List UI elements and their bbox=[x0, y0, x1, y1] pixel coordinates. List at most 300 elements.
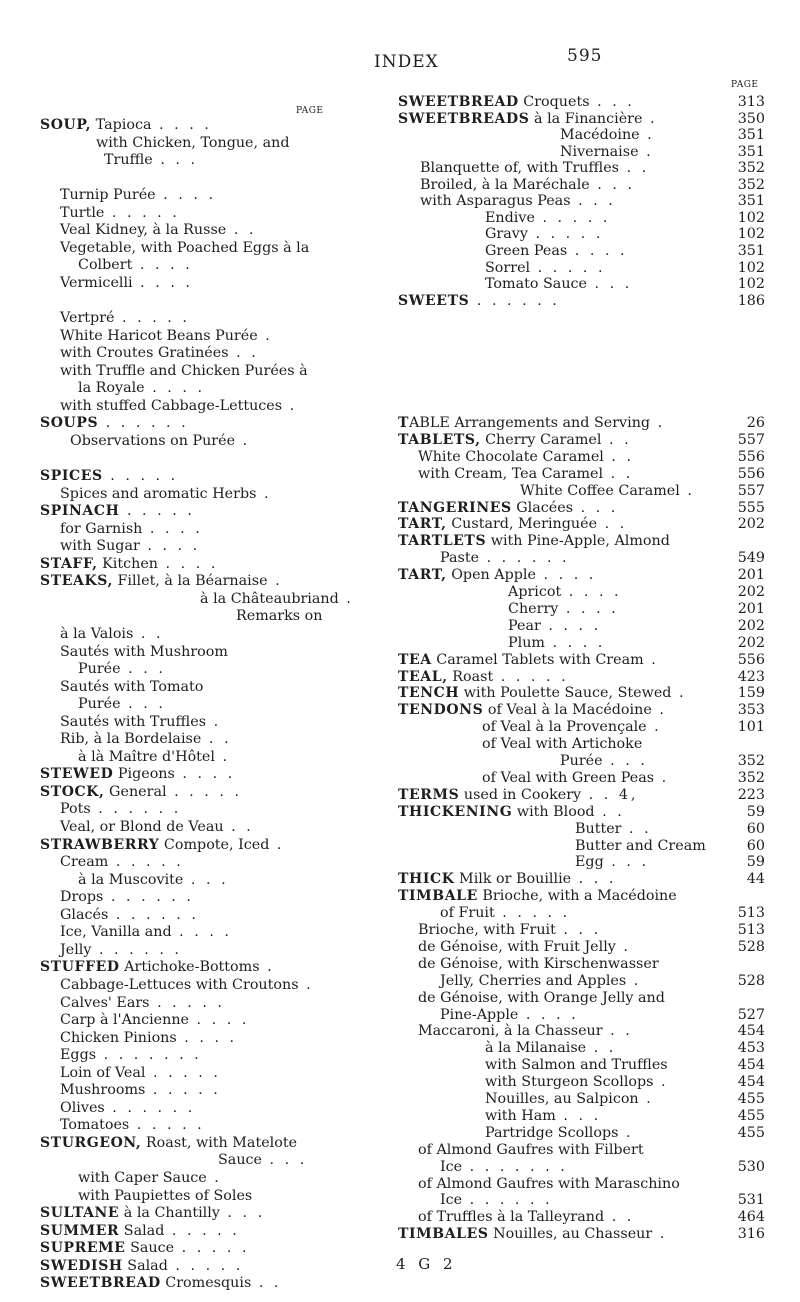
leader-dots: . bbox=[654, 769, 670, 786]
index-entry-label: with Paupiettes of Soles bbox=[78, 1187, 253, 1204]
index-entry-label: with Caper Sauce bbox=[78, 1170, 207, 1186]
index-entry-label: Artichoke-Bottoms bbox=[119, 959, 260, 976]
index-entry-label: with stuffed Cabbage-Lettuces bbox=[60, 397, 283, 414]
index-entry-text bbox=[398, 293, 560, 309]
leader-dots: . . bbox=[133, 625, 164, 642]
leader-dots: . . . . . . bbox=[479, 550, 570, 567]
index-entry-label: Tomatoes bbox=[60, 1117, 130, 1134]
index-entry-label: la Royale bbox=[78, 380, 145, 397]
index-entry-label: Butter bbox=[575, 820, 622, 837]
index-headword: TANGERINES bbox=[398, 499, 512, 516]
index-entry-text bbox=[485, 1057, 668, 1073]
index-page-ref: 454 bbox=[737, 1023, 765, 1040]
index-page-ref: 202 bbox=[737, 584, 765, 600]
leader-dots: . . . bbox=[183, 871, 229, 888]
leader-dots: . . . bbox=[571, 871, 617, 888]
index-page-ref: 555 bbox=[737, 499, 765, 516]
index-entry-label: Gravy bbox=[485, 226, 528, 243]
index-entry-text bbox=[575, 854, 649, 870]
index-entry-label: Turtle bbox=[60, 204, 105, 221]
index-page-ref: 464 bbox=[737, 1209, 765, 1226]
index-headword: TARTLETS bbox=[398, 533, 487, 550]
index-entry-label: Partridge Scollops bbox=[485, 1124, 619, 1141]
index-entry-label: à là Maître d'Hôtel bbox=[78, 748, 215, 765]
index-entry-text bbox=[485, 276, 632, 292]
index-headword: TIMBALE bbox=[398, 888, 478, 905]
leader-dots: . . bbox=[621, 820, 652, 837]
leader-dots: . bbox=[338, 590, 354, 607]
leader-dots: . . . . . . bbox=[104, 1099, 196, 1116]
index-headword: STEAKS, bbox=[40, 573, 113, 590]
index-entry-label: Tomato Sauce bbox=[485, 276, 588, 293]
leader-dots: . . . . . . bbox=[469, 292, 560, 309]
index-page-ref: 455 bbox=[737, 1091, 765, 1107]
running-head-title: INDEX bbox=[374, 52, 439, 72]
index-page-ref: 455 bbox=[737, 1124, 765, 1141]
index-entry-label: Caramel Tablets with Cream bbox=[431, 651, 644, 668]
index-headword: SOUPS bbox=[40, 415, 99, 432]
index-entry-label: Jelly bbox=[60, 941, 92, 958]
index-page-ref: 101 bbox=[737, 719, 765, 736]
index-entry-label: Butter and Cream bbox=[575, 837, 706, 854]
index-headword: SPINACH bbox=[40, 503, 120, 520]
leader-dots: . . . . . bbox=[108, 854, 184, 871]
leader-dots: . . . . bbox=[535, 567, 597, 584]
leader-dots: . . . . . . . bbox=[96, 1047, 202, 1064]
index-entry-label: White Coffee Caramel bbox=[520, 482, 680, 499]
index-entry-text bbox=[398, 516, 627, 532]
index-entry-label: Pine-Apple bbox=[440, 1006, 519, 1023]
index-headword: SPICES bbox=[40, 468, 103, 484]
index-page-ref: 530 bbox=[737, 1158, 765, 1175]
index-entry-label: Fillet, à la Béarnaise bbox=[112, 573, 268, 590]
leader-dots: . . . . bbox=[158, 555, 219, 572]
leader-dots: . . . bbox=[589, 94, 635, 110]
index-entry-label: Truffle bbox=[104, 152, 153, 169]
index-entry-label: Ice bbox=[440, 1158, 463, 1175]
index-page-ref: 528 bbox=[737, 938, 765, 955]
index-entry-label: Open Apple bbox=[446, 567, 536, 584]
leader-dots: . . . . . bbox=[164, 1222, 240, 1239]
index-entry-label: of Veal with Artichoke bbox=[482, 736, 643, 753]
index-entry-label: with Ham bbox=[485, 1107, 556, 1124]
leader-dots: . . . . . bbox=[530, 259, 606, 276]
leader-dots: . . 4, bbox=[581, 786, 639, 803]
leader-dots: . bbox=[626, 972, 642, 989]
leader-dots: . . . . . bbox=[145, 1082, 221, 1099]
index-entry-label: Tapioca bbox=[91, 117, 152, 133]
index-entry-text bbox=[485, 1040, 616, 1056]
index-entry-label: Rib, à la Bordelaise bbox=[60, 731, 202, 748]
index-entry-text bbox=[482, 736, 642, 752]
index-page-ref: 455 bbox=[737, 1107, 765, 1124]
index-entry-text bbox=[398, 111, 658, 127]
index-entry-label: of Veal à la Macédoine bbox=[483, 702, 652, 719]
index-entry-text bbox=[485, 210, 610, 226]
index-entry-text bbox=[485, 260, 606, 276]
leader-dots: . . . . . . bbox=[91, 941, 182, 958]
index-headword: TEA bbox=[398, 651, 432, 668]
index-entry-text bbox=[418, 939, 631, 955]
leader-dots: . . . . bbox=[518, 1006, 579, 1023]
leader-dots: . . bbox=[228, 345, 259, 362]
index-entry-label: Vermicelli bbox=[60, 274, 133, 291]
index-page-ref: 352 bbox=[737, 160, 765, 177]
index-page-ref: 102 bbox=[737, 259, 765, 276]
index-entry-label: used in Cookery bbox=[459, 786, 582, 803]
index-page-ref: 531 bbox=[737, 1192, 765, 1209]
index-entry-label: of Veal with Green Peas bbox=[482, 769, 655, 786]
index-entry-text bbox=[508, 601, 619, 617]
index-entry-label: of Almond Gaufres with Maraschino bbox=[418, 1175, 680, 1192]
leader-dots: . . bbox=[619, 160, 650, 177]
leader-dots: . . bbox=[597, 516, 628, 533]
leader-dots: . . . . . . bbox=[90, 801, 182, 818]
index-entry-text bbox=[560, 753, 648, 769]
index-entry-label: with Cream, Tea Caramel bbox=[418, 465, 604, 482]
index-entry-label: of Fruit bbox=[440, 905, 495, 922]
index-entry-text bbox=[485, 1125, 634, 1141]
index-page-ref: 102 bbox=[737, 276, 765, 293]
index-entry-text bbox=[418, 466, 633, 482]
index-entry-label: Eggs bbox=[60, 1047, 97, 1064]
leader-dots: . bbox=[642, 110, 658, 127]
index-entry-label: Custard, Meringuée bbox=[446, 516, 598, 533]
leader-dots: . . . . . bbox=[534, 209, 611, 226]
index-page-ref: 352 bbox=[737, 176, 765, 193]
index-entry-label: with Asparagus Peas bbox=[420, 193, 571, 210]
index-entry-label: Glacées bbox=[511, 499, 574, 516]
index-entry-label: with Pine-Apple, Almond bbox=[486, 533, 670, 550]
index-entry-text bbox=[508, 618, 601, 634]
index-entry-label: Sautés with Tomato bbox=[60, 678, 204, 695]
index-entry-label: Remarks on bbox=[236, 608, 323, 625]
index-headword: SOUP, bbox=[40, 117, 92, 133]
index-entry-text bbox=[482, 770, 669, 786]
leader-dots: . . . . bbox=[132, 257, 193, 274]
index-entry-label: Olives bbox=[60, 1099, 105, 1116]
leader-dots: . . . bbox=[603, 854, 650, 871]
leader-dots: . . . . . bbox=[114, 310, 190, 327]
index-entry-label: Loin of Veal bbox=[60, 1064, 146, 1081]
leader-dots: . . bbox=[226, 222, 257, 239]
leader-dots: . . . . . bbox=[119, 503, 195, 520]
index-entry-label: Egg bbox=[575, 854, 604, 871]
index-entry-text bbox=[398, 415, 665, 431]
index-entry-label: Paste bbox=[440, 550, 480, 567]
index-entry-label: Vegetable, with Poached Eggs à la bbox=[60, 239, 310, 256]
index-page-ref: 59 bbox=[746, 854, 765, 871]
index-entry-label: Brioche, with Fruit bbox=[418, 922, 556, 938]
index-entry-label: Spices and aromatic Herbs bbox=[60, 485, 257, 502]
index-page-ref: 351 bbox=[737, 193, 765, 210]
index-page-ref: 202 bbox=[737, 634, 765, 651]
index-page-ref: 556 bbox=[737, 448, 765, 465]
index-entry-label: Blanquette of, with Truffles bbox=[420, 160, 620, 177]
index-page-ref: 556 bbox=[737, 651, 765, 668]
index-page-ref: 454 bbox=[737, 1057, 765, 1074]
index-entry-text bbox=[418, 449, 634, 465]
leader-dots: . . . . . bbox=[149, 994, 225, 1011]
index-headword: TEAL, bbox=[398, 668, 448, 685]
leader-dots: . . . . bbox=[155, 187, 216, 204]
leader-dots: . . . bbox=[555, 922, 602, 938]
leader-dots: . . . . . bbox=[167, 1257, 244, 1274]
leader-dots: . bbox=[214, 748, 231, 765]
index-headword: TENCH bbox=[398, 685, 460, 702]
leader-dots: . . . bbox=[152, 152, 199, 169]
index-entry-label: with Sturgeon Scollops bbox=[485, 1074, 654, 1091]
index-entry-label: with Truffle and Chicken Purées à bbox=[60, 362, 308, 379]
index-page-ref: 353 bbox=[737, 702, 765, 719]
index-headword: TERMS bbox=[398, 786, 460, 803]
leader-dots: . . . . . bbox=[166, 783, 242, 800]
index-entry-label: Purée bbox=[78, 661, 121, 678]
leader-dots: . . bbox=[603, 465, 634, 482]
leader-dots: . . . bbox=[573, 499, 619, 516]
index-entry-label: Sautés with Truffles bbox=[60, 713, 207, 730]
leader-dots: . bbox=[257, 327, 273, 344]
index-entry-text bbox=[420, 193, 616, 209]
leader-dots: . . . . bbox=[174, 766, 236, 783]
leader-dots: . . . . bbox=[567, 242, 628, 259]
index-entry-text bbox=[418, 990, 665, 1006]
index-entry-label: Broiled, à la Maréchale bbox=[420, 176, 590, 193]
index-page-ref: 316 bbox=[737, 1226, 765, 1243]
leader-dots: . . . . . . . bbox=[462, 1158, 568, 1175]
index-entry-label: Jelly, Cherries and Apples bbox=[440, 972, 627, 989]
index-headword: STOCK, bbox=[40, 783, 105, 800]
index-entry-label: Chicken Pinions bbox=[60, 1029, 177, 1046]
index-entry-label: with Blood bbox=[512, 803, 595, 820]
leader-dots: . . bbox=[602, 1023, 633, 1040]
index-entry-label: Pigeons bbox=[113, 766, 175, 783]
index-page-ref: 350 bbox=[737, 110, 765, 127]
leader-dots: . . bbox=[586, 1040, 617, 1057]
leader-dots: . bbox=[653, 1074, 669, 1091]
leader-dots: . . . . bbox=[142, 520, 203, 537]
index-headword: SWEDISH bbox=[40, 1257, 123, 1274]
index-entry-text bbox=[440, 1159, 568, 1175]
leader-dots: . bbox=[650, 415, 666, 431]
index-entry-text bbox=[398, 888, 677, 904]
index-page-ref: 223 bbox=[737, 786, 765, 803]
leader-dots: . bbox=[671, 685, 687, 702]
index-entry-label: Cream bbox=[60, 854, 109, 871]
index-entry-text bbox=[398, 500, 618, 516]
index-entry-text bbox=[560, 127, 655, 143]
index-page-ref: 453 bbox=[737, 1040, 765, 1057]
leader-dots: . . . bbox=[602, 753, 648, 769]
index-entry-label: à la Muscovite bbox=[78, 871, 184, 888]
index-entry-label: à la Milanaise bbox=[485, 1040, 587, 1057]
index-entry-label: White Chocolate Caramel bbox=[418, 448, 604, 465]
index-entry-label: Roast bbox=[447, 668, 494, 685]
index-entry-label: Purée bbox=[78, 696, 121, 713]
index-headword: SULTANE bbox=[40, 1205, 120, 1222]
index-page-ref: 201 bbox=[737, 567, 765, 584]
index-page-ref: 557 bbox=[737, 431, 765, 448]
index-entry-label: Kitchen bbox=[97, 555, 159, 572]
index-entry-label: à la Valois bbox=[60, 625, 134, 642]
index-entry-text bbox=[398, 567, 596, 583]
index-entry-text bbox=[508, 635, 605, 651]
index-entry-text bbox=[440, 1192, 553, 1208]
index-headword: SWEETBREAD bbox=[40, 1275, 161, 1292]
index-headword: T bbox=[398, 415, 410, 431]
index-entry-label: Sauce bbox=[125, 1240, 175, 1257]
leader-dots: . . . . bbox=[189, 1012, 250, 1029]
index-entry-label: Pots bbox=[60, 801, 91, 818]
leader-dots: . . . . bbox=[132, 274, 193, 291]
index-headword: SWEETBREADS bbox=[398, 110, 530, 127]
index-entry-text bbox=[520, 483, 695, 499]
index-page-ref: 202 bbox=[737, 516, 765, 533]
leader-dots: . bbox=[639, 127, 655, 144]
index-entry-label: Croquets bbox=[518, 94, 590, 110]
index-entry-text bbox=[418, 1209, 634, 1225]
leader-dots: . . . bbox=[570, 193, 616, 210]
index-entry-label: Cherry bbox=[508, 600, 559, 617]
leader-dots: . . . bbox=[219, 1205, 266, 1222]
leader-dots: . bbox=[267, 573, 283, 590]
leader-dots: . . . . . bbox=[129, 1117, 205, 1134]
leader-dots: . . . . bbox=[544, 634, 606, 651]
index-entry-label: with Salmon and Truffles bbox=[485, 1057, 668, 1074]
index-entry-label: Mushrooms bbox=[60, 1082, 146, 1099]
index-entry-label: Glacés bbox=[60, 906, 109, 923]
index-page-ref: 60 bbox=[746, 837, 765, 854]
index-page-ref: 527 bbox=[737, 1006, 765, 1023]
leader-dots: . bbox=[298, 976, 314, 993]
leader-dots: . . . . . bbox=[104, 204, 180, 221]
index-entry-label: Vertpré bbox=[60, 310, 115, 327]
index-entry-label: Pear bbox=[508, 617, 541, 634]
index-headword: TART, bbox=[398, 567, 447, 584]
index-entry-label: Carp à l'Ancienne bbox=[60, 1012, 190, 1029]
leader-dots: . bbox=[643, 651, 659, 668]
index-entry-text bbox=[418, 922, 601, 938]
index-page-ref: 549 bbox=[737, 550, 765, 567]
leader-dots: . bbox=[638, 1091, 654, 1107]
leader-dots: . bbox=[206, 1170, 222, 1186]
signature-mark: 4 G 2 bbox=[396, 1255, 457, 1273]
leader-dots: . . . . . bbox=[527, 226, 604, 243]
leader-dots: . . . . . bbox=[493, 668, 569, 685]
leader-dots: . . . . . bbox=[494, 905, 571, 922]
index-entry-label: General bbox=[104, 783, 167, 800]
index-page-ref: 351 bbox=[737, 242, 765, 259]
index-entry-text bbox=[418, 1176, 680, 1192]
index-page-ref: 352 bbox=[737, 753, 765, 769]
index-entry-text bbox=[485, 1074, 669, 1090]
leader-dots: . . . . . bbox=[174, 1240, 250, 1257]
leader-dots: . bbox=[652, 1226, 668, 1243]
page-number: 595 bbox=[567, 46, 603, 66]
index-headword: STRAWBERRY bbox=[40, 836, 160, 853]
index-entry-label: of Almond Gaufres with Filbert bbox=[418, 1141, 644, 1158]
leader-dots: . bbox=[259, 959, 275, 976]
index-headword: STEWED bbox=[40, 766, 114, 783]
leader-dots: . bbox=[651, 702, 667, 719]
index-headword: THICK bbox=[398, 871, 455, 888]
index-entry-label: Brioche, with a Macédoine bbox=[477, 888, 677, 905]
index-entry-label: with Chicken, Tongue, and bbox=[96, 134, 290, 151]
index-entry-label: Nouilles, au Chasseur bbox=[488, 1226, 653, 1243]
leader-dots: . . bbox=[201, 731, 232, 748]
index-entry-label: Sautés with Mushroom bbox=[60, 643, 228, 660]
index-entry-label: de Génoise, with Kirschenwasser bbox=[418, 955, 659, 972]
leader-dots: . bbox=[269, 836, 285, 853]
leader-dots: . bbox=[256, 485, 272, 502]
index-entry-text bbox=[575, 838, 706, 854]
index-page-ref: 44 bbox=[746, 871, 765, 888]
index-entry-label: with Croutes Gratinées bbox=[60, 345, 229, 362]
index-page-ref: 528 bbox=[737, 972, 765, 989]
leader-dots: . bbox=[638, 143, 654, 160]
index-entry-text bbox=[418, 1142, 644, 1158]
index-entry-label: Cherry Caramel bbox=[480, 431, 602, 448]
index-page-ref: 201 bbox=[737, 600, 765, 617]
leader-dots: . bbox=[615, 938, 631, 955]
index-entry-label: Observations on Purée bbox=[70, 432, 236, 449]
index-headword: SUMMER bbox=[40, 1222, 120, 1239]
leader-dots: . bbox=[618, 1124, 634, 1141]
index-entry-text bbox=[440, 550, 570, 566]
leader-dots: . . bbox=[251, 1275, 282, 1292]
leader-dots: . . bbox=[604, 1209, 635, 1226]
leader-dots: . bbox=[206, 713, 222, 730]
index-entry-text bbox=[420, 177, 635, 193]
index-headword: STAFF, bbox=[40, 555, 98, 572]
leader-dots: . . . . . . bbox=[98, 415, 189, 432]
leader-dots: . . bbox=[601, 431, 632, 448]
leader-dots: . . . . bbox=[139, 538, 201, 555]
index-entry-text bbox=[398, 669, 569, 685]
index-entry-label: Plum bbox=[508, 634, 545, 651]
leader-dots: . . . . bbox=[171, 924, 232, 941]
index-entry-label: Endive bbox=[485, 209, 535, 226]
index-headword: THICKENING bbox=[398, 803, 513, 820]
index-page-ref: 454 bbox=[737, 1074, 765, 1091]
index-entry-text bbox=[440, 973, 641, 989]
index-entry-label: à la Chantilly bbox=[119, 1205, 220, 1222]
index-entry-text bbox=[485, 1091, 654, 1107]
index-headword: SWEETBREAD bbox=[398, 94, 519, 110]
index-page-ref: 102 bbox=[737, 209, 765, 226]
index-entry-text bbox=[482, 719, 662, 735]
index-entry-text bbox=[398, 804, 625, 820]
leader-dots: . bbox=[282, 397, 298, 414]
index-entry-text bbox=[398, 871, 616, 887]
index-entry-label: Green Peas bbox=[485, 242, 568, 259]
index-page-ref: 26 bbox=[746, 415, 765, 431]
index-entry-text bbox=[398, 1226, 667, 1242]
right-page-column-label: PAGE bbox=[731, 80, 759, 90]
index-headword: TIMBALES bbox=[398, 1226, 489, 1243]
leader-dots: . . . bbox=[120, 696, 166, 713]
index-entry-text bbox=[420, 160, 649, 176]
index-entry-text bbox=[485, 1108, 601, 1124]
leader-dots: . bbox=[646, 719, 662, 736]
index-entry-label: Sauce bbox=[218, 1152, 262, 1169]
leader-dots: . . bbox=[223, 819, 254, 835]
index-entry-text bbox=[485, 226, 603, 242]
index-entry-label: Nivernaise bbox=[560, 143, 639, 160]
leader-dots: . . . bbox=[120, 661, 166, 678]
index-page-ref: 352 bbox=[737, 769, 765, 786]
index-page-ref: 159 bbox=[737, 685, 765, 702]
